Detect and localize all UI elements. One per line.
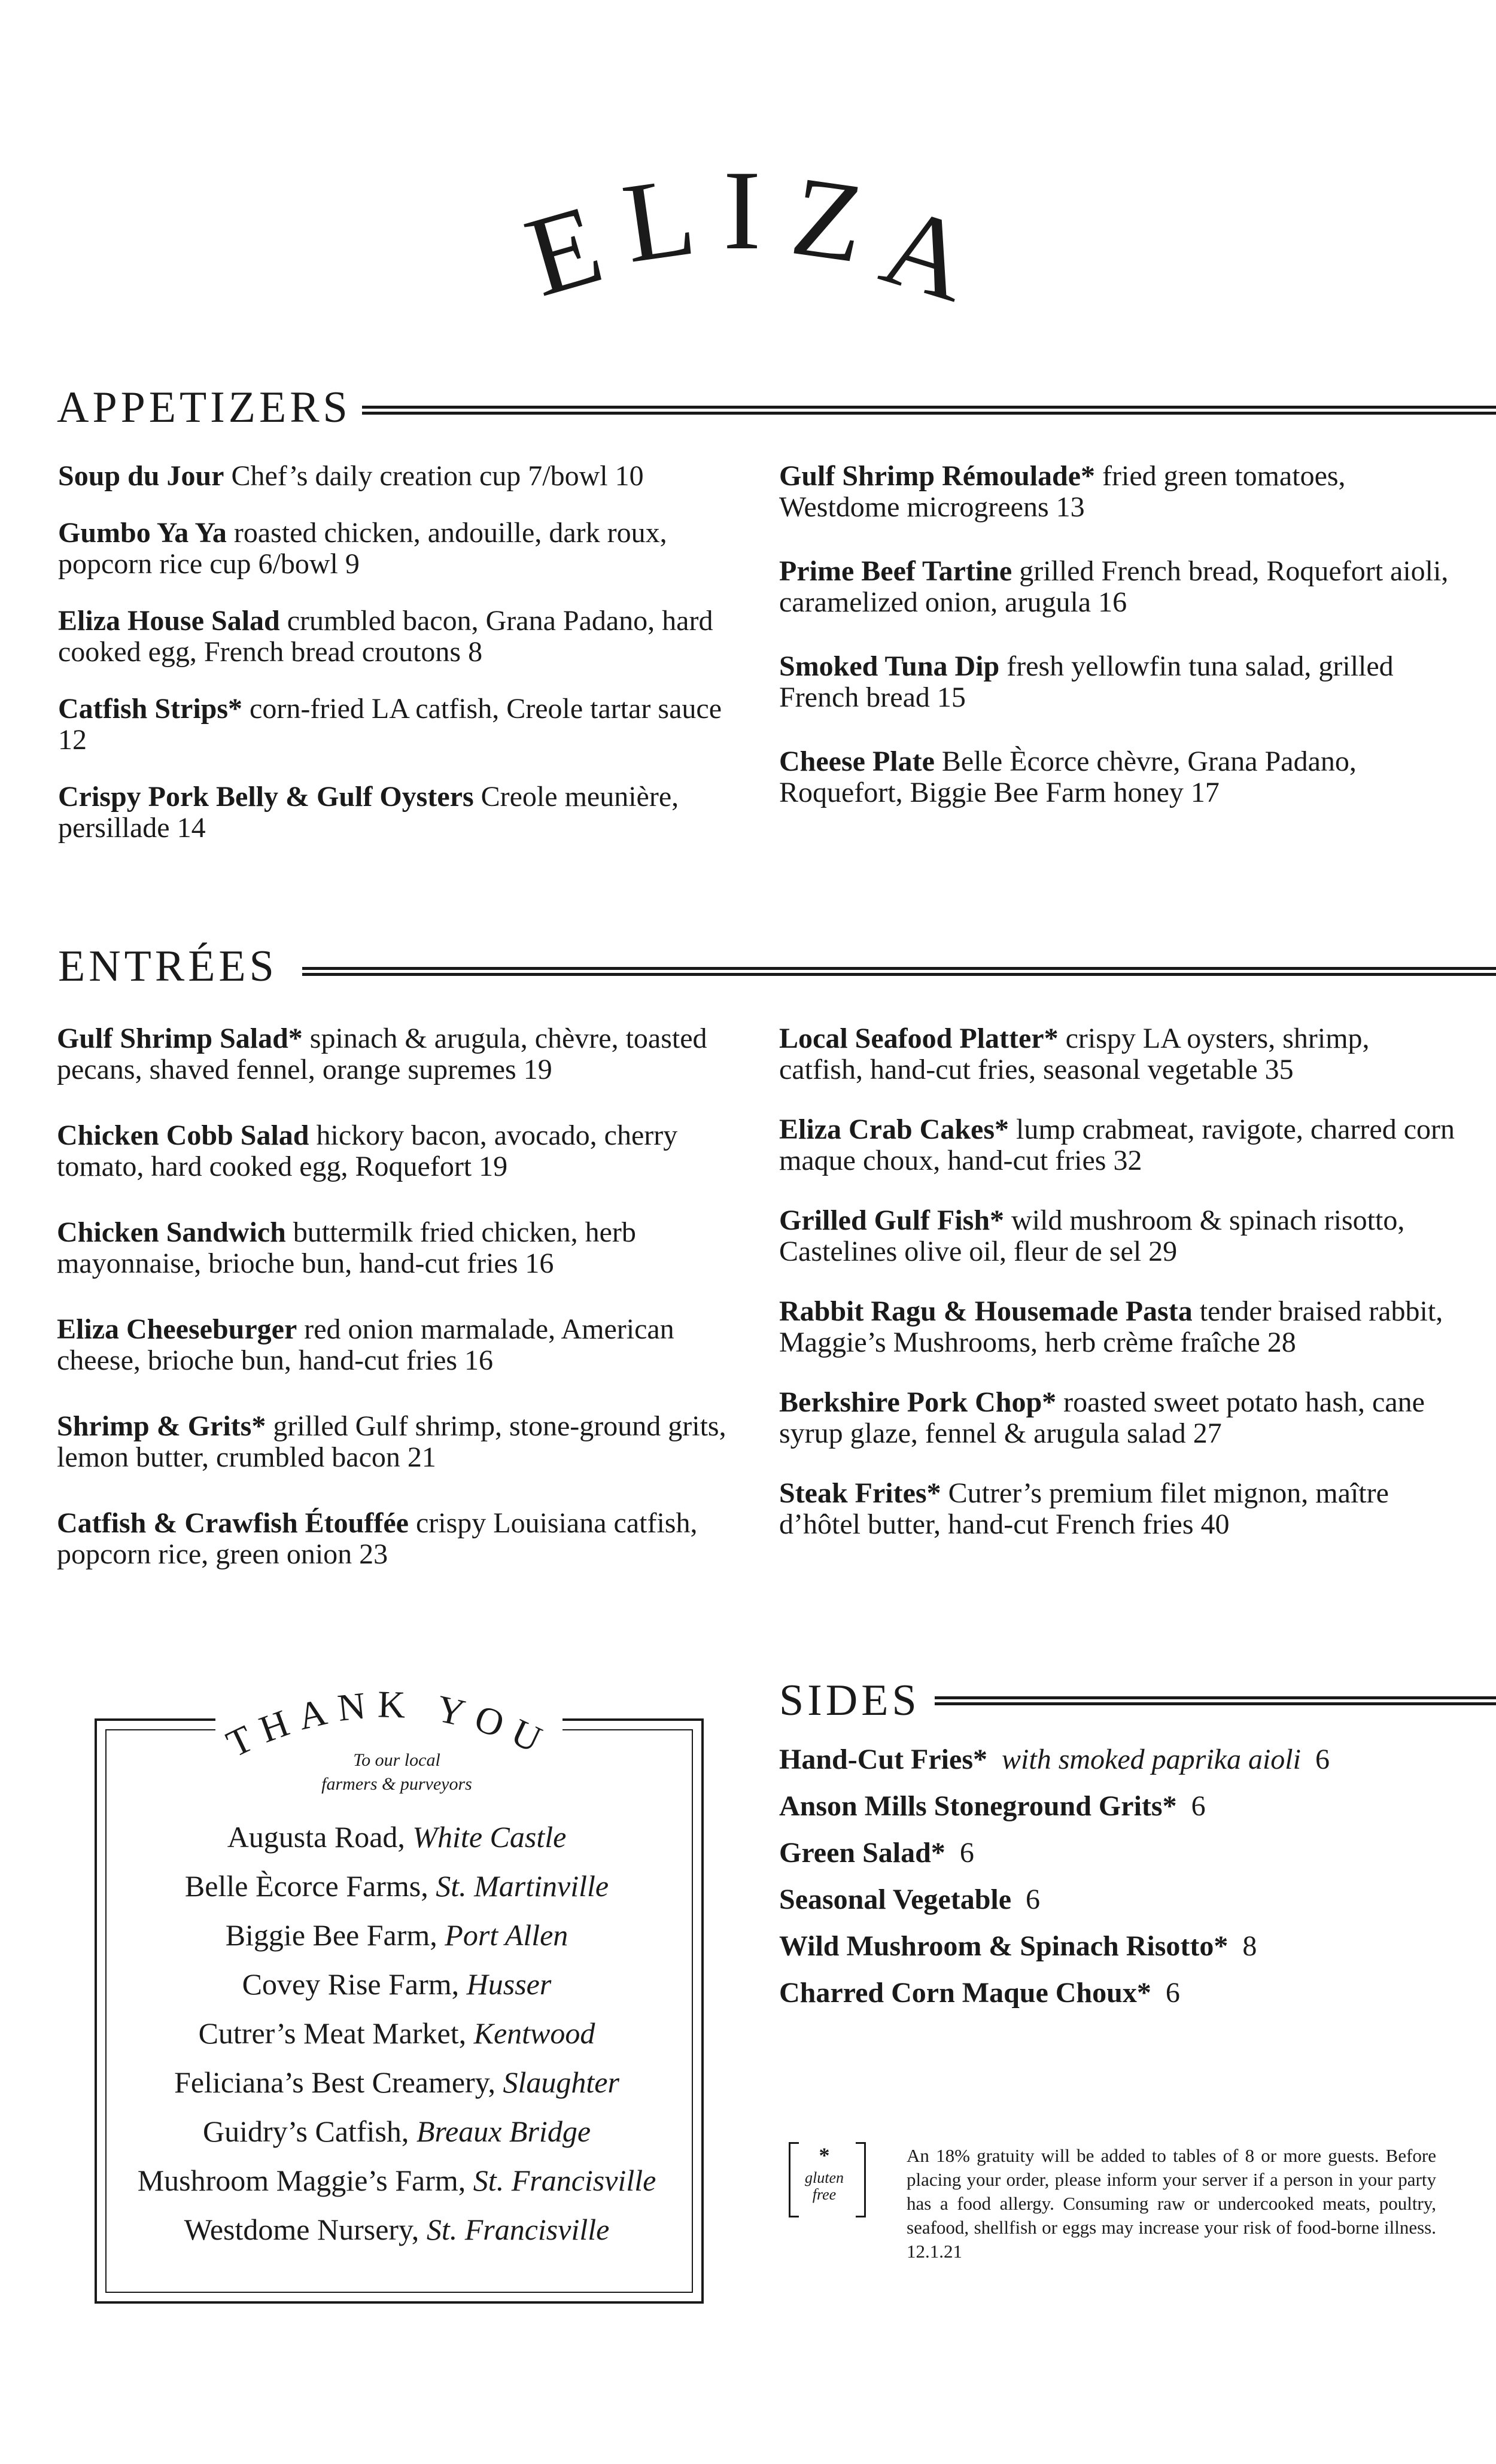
item-name: Chicken Cobb Salad — [57, 1120, 309, 1151]
sides-heading: SIDES — [779, 1676, 920, 1725]
farm-name: Feliciana’s Best Creamery, — [174, 2065, 503, 2099]
farm-place: Kentwood — [473, 2016, 595, 2050]
side-item — [779, 1791, 1330, 1838]
side-name: Hand-Cut Fries* — [779, 1744, 987, 1775]
side-price: 8 — [1242, 1930, 1257, 1962]
side-price: 6 — [1315, 1744, 1330, 1775]
item-desc: fried green tomatoes, Westdome microgreens 13 — [779, 460, 1346, 523]
menu-item — [57, 1217, 736, 1279]
farm-name: Westdome Nursery, — [184, 2213, 427, 2246]
menu-item — [57, 1120, 736, 1182]
item-desc: buttermilk fried chicken, herb mayonnaise, brioche bun, hand-cut fries 16 — [57, 1216, 636, 1279]
menu-item — [58, 606, 734, 668]
thank-you-title: THANK YOU — [220, 1683, 558, 1766]
item-desc: Belle Ècorce chèvre, Grana Padano, Roquefort, Biggie Bee Farm honey 17 — [779, 746, 1357, 808]
farm-place: Port Allen — [445, 1918, 568, 1952]
farm-place: St. Francisville — [473, 2164, 656, 2197]
gluten-free-line: gluten — [805, 2169, 844, 2186]
thank-you-subtitle-line: To our local — [353, 1750, 440, 1770]
menu-item — [58, 518, 734, 580]
item-name: Catfish Strips* — [58, 693, 243, 725]
menu-item — [57, 1508, 736, 1570]
sides-list — [779, 1744, 1330, 2024]
farm-place: White Castle — [412, 1820, 567, 1854]
side-name: Charred Corn Maque Choux* — [779, 1977, 1151, 2009]
entrees-right-column — [779, 1023, 1455, 1569]
item-desc: roasted chicken, andouille, dark roux, popcorn rice cup 6/bowl 9 — [58, 517, 667, 580]
item-name: Gulf Shrimp Salad* — [57, 1023, 303, 1054]
item-name: Grilled Gulf Fish* — [779, 1204, 1005, 1236]
farm-entry — [95, 1868, 699, 1917]
farm-entry — [95, 1819, 699, 1868]
menu-item — [779, 556, 1455, 618]
asterisk-icon: * — [819, 2143, 830, 2167]
item-name: Gumbo Ya Ya — [58, 517, 227, 549]
logo-letter-i: I — [723, 150, 761, 273]
item-name: Prime Beef Tartine — [779, 555, 1012, 587]
farm-entry — [95, 2064, 699, 2113]
item-desc: grilled French bread, Roquefort aioli, caramelized onion, arugula 16 — [779, 555, 1449, 618]
item-desc: corn-fried LA catfish, Creole tartar sauce 12 — [58, 693, 722, 756]
item-name: Eliza Cheeseburger — [57, 1313, 297, 1345]
item-name: Eliza Crab Cakes* — [779, 1114, 1009, 1145]
farm-entry — [95, 2113, 699, 2162]
side-price: 6 — [1026, 1884, 1041, 1915]
menu-item — [779, 1478, 1455, 1540]
thank-you-subtitle-line: farmers & purveyors — [321, 1774, 472, 1794]
farm-place: Husser — [466, 1967, 552, 2001]
entrees-heading: ENTRÉES — [58, 942, 278, 991]
item-name: Gulf Shrimp Rémoulade* — [779, 460, 1096, 492]
appetizers-rule — [362, 406, 1496, 415]
menu-item — [779, 1114, 1455, 1176]
farm-name: Biggie Bee Farm, — [225, 1918, 445, 1952]
gluten-free-line: free — [812, 2186, 837, 2203]
farm-entry — [95, 1917, 699, 1966]
entrees-left-column — [57, 1023, 736, 1605]
farm-entry — [95, 2211, 699, 2261]
item-name: Cheese Plate — [779, 746, 935, 777]
menu-item — [779, 1296, 1455, 1358]
item-desc: Creole meunière, persillade 14 — [58, 781, 679, 844]
item-desc: wild mushroom & spinach risotto, Castelines olive oil, fleur de sel 29 — [779, 1204, 1405, 1267]
gluten-free-label — [778, 2170, 871, 2203]
item-desc: crispy Louisiana catfish, popcorn rice, green onion 23 — [57, 1507, 698, 1570]
item-desc: red onion marmalade, American cheese, brioche bun, hand-cut fries 16 — [57, 1313, 674, 1376]
appetizers-right-column — [779, 461, 1455, 841]
side-name: Green Salad* — [779, 1837, 945, 1869]
item-desc: crumbled bacon, Grana Padano, hard cooked egg, French bread croutons 8 — [58, 605, 713, 668]
item-name: Smoked Tuna Dip — [779, 650, 1000, 682]
menu-item — [779, 651, 1455, 713]
side-item — [779, 1838, 1330, 1884]
farm-entry — [95, 2015, 699, 2064]
farm-entry — [95, 2162, 699, 2211]
farm-name: Belle Ècorce Farms, — [184, 1869, 436, 1903]
side-price: 6 — [1165, 1977, 1180, 2009]
farm-entry — [95, 1966, 699, 2015]
item-desc: Cutrer’s premium filet mignon, maître d’hôtel butter, hand-cut French fries 40 — [779, 1477, 1389, 1540]
appetizers-left-column — [58, 461, 734, 869]
farm-name: Cutrer’s Meat Market, — [198, 2016, 474, 2050]
logo-letter-a: A — [869, 182, 984, 327]
item-name: Local Seafood Platter* — [779, 1023, 1059, 1054]
farm-name: Mushroom Maggie’s Farm, — [137, 2164, 473, 2197]
item-desc: hickory bacon, avocado, cherry tomato, hard cooked egg, Roquefort 19 — [57, 1120, 678, 1182]
item-name: Steak Frites* — [779, 1477, 941, 1509]
logo-letter-e: E — [513, 181, 615, 321]
farm-place: Slaughter — [503, 2065, 619, 2099]
item-name: Berkshire Pork Chop* — [779, 1386, 1057, 1418]
logo-letter-z: Z — [785, 153, 871, 287]
item-name: Shrimp & Grits* — [57, 1410, 266, 1442]
item-desc: tender braised rabbit, Maggie’s Mushrooms, herb crème fraîche 28 — [779, 1295, 1443, 1358]
sides-rule — [935, 1696, 1496, 1705]
farm-name: Augusta Road, — [227, 1820, 413, 1854]
item-desc: fresh yellowfin tuna salad, grilled French bread 15 — [779, 650, 1394, 713]
menu-item — [779, 461, 1455, 523]
menu-item — [58, 693, 734, 756]
menu-item — [779, 746, 1455, 808]
item-desc: spinach & arugula, chèvre, toasted pecans, shaved fennel, orange supremes 19 — [57, 1023, 707, 1085]
item-name: Chicken Sandwich — [57, 1216, 286, 1248]
gluten-free-badge — [778, 2142, 871, 2220]
side-name: Seasonal Vegetable — [779, 1884, 1012, 1915]
appetizers-heading: APPETIZERS — [57, 383, 351, 432]
item-name: Catfish & Crawfish Étouffée — [57, 1507, 409, 1539]
side-item — [779, 1884, 1330, 1931]
farm-place: St. Martinville — [436, 1869, 609, 1903]
menu-item — [57, 1023, 736, 1085]
item-desc: roasted sweet potato hash, cane syrup glaze, fennel & arugula salad 27 — [779, 1386, 1425, 1449]
side-name: Wild Mushroom & Spinach Risotto* — [779, 1930, 1229, 1962]
farm-name: Covey Rise Farm, — [242, 1967, 467, 2001]
item-name: Crispy Pork Belly & Gulf Oysters — [58, 781, 474, 813]
item-desc: Chef’s daily creation cup 7/bowl 10 — [224, 460, 644, 492]
item-desc: lump crabmeat, ravigote, charred corn maque choux, hand-cut fries 32 — [779, 1114, 1455, 1176]
menu-item — [779, 1023, 1455, 1085]
side-item — [779, 1931, 1330, 1978]
item-name: Eliza House Salad — [58, 605, 280, 637]
farm-name: Guidry’s Catfish, — [202, 2115, 416, 2148]
menu-item — [57, 1314, 736, 1376]
farm-list — [95, 1819, 699, 2261]
entrees-rule — [302, 967, 1496, 976]
side-item — [779, 1978, 1330, 2024]
side-item — [779, 1744, 1330, 1791]
side-note: with smoked paprika aioli — [1002, 1744, 1301, 1775]
menu-item — [779, 1205, 1455, 1267]
eliza-logo — [0, 150, 1496, 329]
side-price: 6 — [959, 1837, 974, 1869]
menu-item — [57, 1411, 736, 1473]
item-name: Soup du Jour — [58, 460, 224, 492]
menu-item — [58, 461, 734, 492]
menu-item — [779, 1387, 1455, 1449]
thank-you-subtitle — [95, 1748, 699, 1796]
farm-place: St. Francisville — [426, 2213, 610, 2246]
farm-place: Breaux Bridge — [416, 2115, 591, 2148]
menu-item — [58, 781, 734, 844]
logo-letter-l: L — [616, 153, 703, 287]
allergy-gratuity-note: An 18% gratuity will be added to tables of 8 or more guests. Before placing your order, please inform your server if a person in your party has a food allergy. Consuming raw or undercooked meats, poultry, seafood, shellfish or eggs may increase your risk of food-borne illness. 12.1.21 — [907, 2145, 1436, 2262]
item-desc: grilled Gulf shrimp, stone-ground grits, lemon butter, crumbled bacon 21 — [57, 1410, 726, 1473]
item-desc: crispy LA oysters, shrimp, catfish, hand-cut fries, seasonal vegetable 35 — [779, 1023, 1370, 1085]
side-name: Anson Mills Stoneground Grits* — [779, 1790, 1177, 1822]
side-price: 6 — [1191, 1790, 1206, 1822]
item-name: Rabbit Ragu & Housemade Pasta — [779, 1295, 1193, 1327]
